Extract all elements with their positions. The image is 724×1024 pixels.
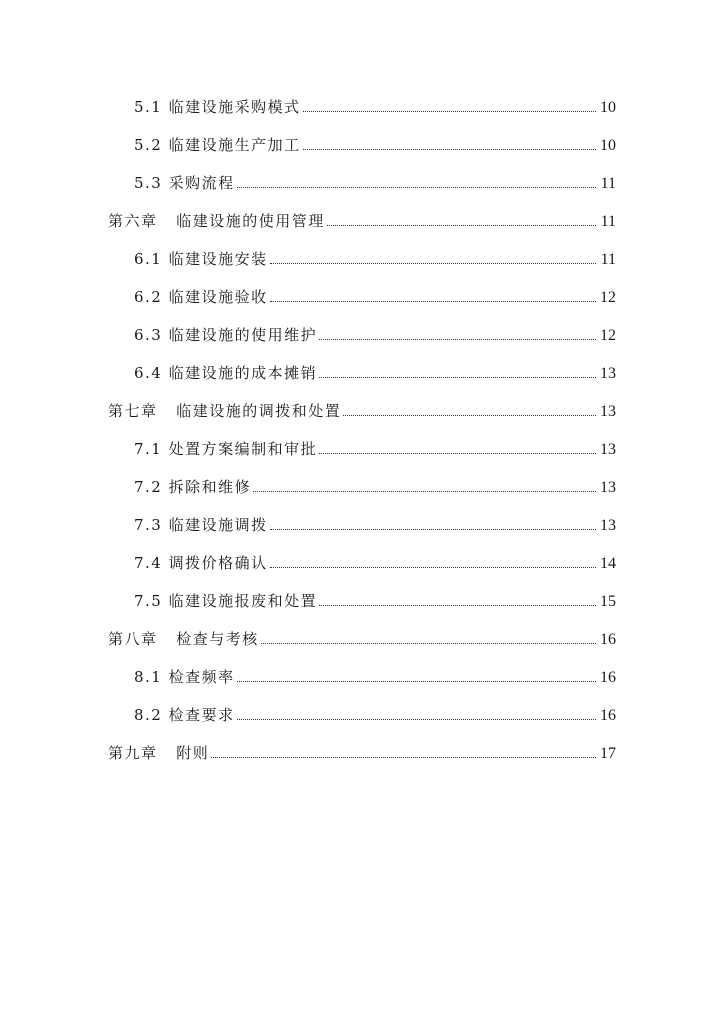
toc-dot-leader (270, 566, 596, 568)
table-of-contents (108, 93, 616, 777)
toc-page-number: 12 (600, 289, 616, 306)
toc-section-entry[interactable] (108, 321, 616, 359)
toc-chapter-entry[interactable] (108, 739, 616, 777)
toc-dot-leader (261, 642, 596, 644)
toc-dot-leader (319, 376, 596, 378)
toc-dot-leader (303, 110, 596, 112)
toc-dot-leader (327, 224, 596, 226)
toc-dot-leader (319, 452, 596, 454)
toc-entry-title: 第八章 检查与考核 (108, 630, 259, 648)
toc-dot-leader (319, 338, 596, 340)
toc-page-number: 16 (600, 631, 616, 648)
toc-chapter-entry[interactable] (108, 625, 616, 663)
toc-dot-leader (303, 148, 596, 150)
toc-page-number: 10 (600, 137, 616, 154)
toc-entry-title: 5.2 临建设施生产加工 (134, 136, 301, 154)
toc-section-entry[interactable] (108, 131, 616, 169)
toc-page-number: 13 (600, 441, 616, 458)
toc-section-entry[interactable] (108, 549, 616, 587)
toc-entry-title: 第七章 临建设施的调拨和处置 (108, 402, 342, 420)
toc-chapter-entry[interactable] (108, 397, 616, 435)
toc-page-number: 15 (600, 593, 616, 610)
toc-chapter-entry[interactable] (108, 207, 616, 245)
toc-dot-leader (237, 186, 596, 188)
toc-dot-leader (343, 414, 596, 416)
toc-section-entry[interactable] (108, 359, 616, 397)
toc-dot-leader (319, 604, 596, 606)
toc-dot-leader (270, 300, 596, 302)
toc-dot-leader (237, 718, 596, 720)
toc-page-number: 12 (600, 327, 616, 344)
toc-page-number: 14 (600, 555, 616, 572)
toc-entry-title: 7.5 临建设施报废和处置 (134, 592, 318, 610)
toc-page-number: 13 (600, 403, 616, 420)
toc-page-number: 13 (600, 479, 616, 496)
toc-entry-title: 8.1 检查频率 (134, 668, 235, 686)
toc-section-entry[interactable] (108, 587, 616, 625)
toc-section-entry[interactable] (108, 169, 616, 207)
toc-page-number: 17 (600, 745, 616, 762)
toc-entry-title: 7.3 临建设施调拨 (134, 516, 268, 534)
toc-page-number: 11 (600, 251, 616, 268)
toc-entry-title: 7.2 拆除和维修 (134, 478, 252, 496)
toc-page-number: 16 (600, 669, 616, 686)
toc-section-entry[interactable] (108, 435, 616, 473)
toc-entry-title: 7.1 处置方案编制和审批 (134, 440, 318, 458)
toc-section-entry[interactable] (108, 245, 616, 283)
toc-section-entry[interactable] (108, 511, 616, 549)
toc-entry-title: 7.4 调拨价格确认 (134, 554, 268, 572)
toc-entry-title: 6.1 临建设施安装 (134, 250, 268, 268)
toc-entry-title: 第六章 临建设施的使用管理 (108, 212, 325, 230)
toc-entry-title: 5.1 临建设施采购模式 (134, 98, 301, 116)
toc-entry-title: 6.4 临建设施的成本摊销 (134, 364, 318, 382)
toc-dot-leader (270, 262, 596, 264)
toc-page-number: 16 (600, 707, 616, 724)
toc-page-number: 10 (600, 99, 616, 116)
toc-entry-title: 5.3 采购流程 (134, 174, 235, 192)
toc-entry-title: 8.2 检查要求 (134, 706, 235, 724)
toc-entry-title: 6.2 临建设施验收 (134, 288, 268, 306)
toc-dot-leader (270, 528, 596, 530)
toc-section-entry[interactable] (108, 93, 616, 131)
toc-dot-leader (211, 756, 596, 758)
toc-section-entry[interactable] (108, 663, 616, 701)
toc-section-entry[interactable] (108, 701, 616, 739)
toc-page-number: 13 (600, 365, 616, 382)
toc-dot-leader (253, 490, 596, 492)
toc-page-number: 11 (600, 175, 616, 192)
toc-dot-leader (237, 680, 596, 682)
toc-entry-title: 6.3 临建设施的使用维护 (134, 326, 318, 344)
toc-entry-title: 第九章 附则 (108, 744, 210, 762)
toc-page-number: 11 (600, 213, 616, 230)
toc-section-entry[interactable] (108, 283, 616, 321)
toc-page-number: 13 (600, 517, 616, 534)
toc-section-entry[interactable] (108, 473, 616, 511)
